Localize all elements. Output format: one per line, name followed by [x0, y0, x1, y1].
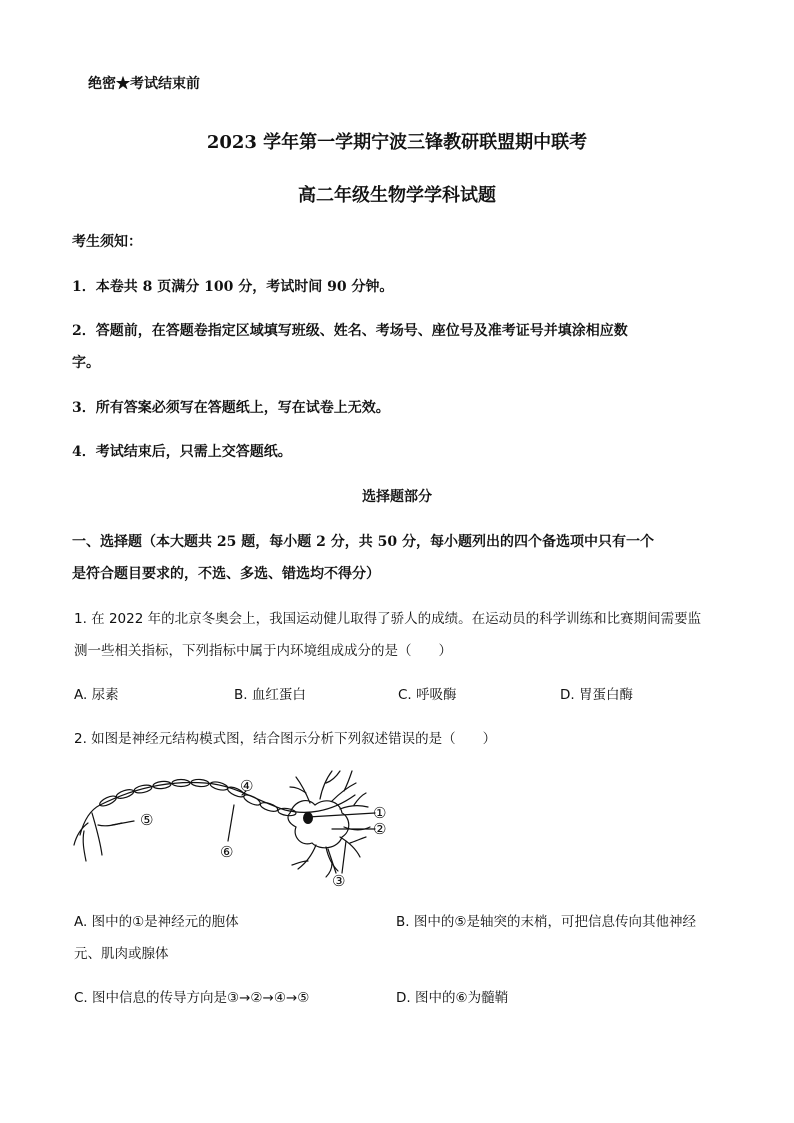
notice-item-1: 1．本卷共 8 页满分 100 分，考试时间 90 分钟。 [72, 279, 394, 295]
notice-heading: 考生须知： [72, 234, 142, 250]
label-2: ② [373, 820, 387, 838]
q1-stem: 1. 在 2022 年的北京冬奥会上，我国运动健儿取得了骄人的成绩。在运动员的科学训练和比赛期间需要监 [74, 611, 702, 627]
q2-option-b: B. 图中的⑤是轴突的末梢，可把信息传向其他神经 [396, 914, 696, 930]
q1-stem-cont: 测一些相关指标，下列指标中属于内环境组成成分的是（ ） [74, 643, 452, 659]
neuron-diagram [70, 765, 400, 890]
notice-item-2: 2．答题前，在答题卷指定区域填写班级、姓名、考场号、座位号及准考证号并填涂相应数 [72, 323, 628, 339]
q1-option-d: D. 胃蛋白酶 [560, 687, 633, 703]
q1-option-b: B. 血红蛋白 [234, 687, 306, 703]
part-heading: 一、选择题（本大题共 25 题，每小题 2 分，共 50 分，每小题列出的四个备选项中只有一个 [72, 534, 654, 550]
q1-option-c: C. 呼吸酶 [398, 687, 457, 703]
q2-option-b-cont: 元、肌肉或腺体 [74, 946, 169, 962]
part-heading-cont: 是符合题目要求的，不选、多选、错选均不得分） [72, 566, 380, 582]
notice-item-2-cont: 字。 [72, 355, 100, 371]
notice-item-4: 4．考试结束后，只需上交答题纸。 [72, 444, 292, 460]
label-3: ③ [332, 872, 346, 890]
label-1: ① [373, 804, 387, 822]
q1-option-a: A. 尿素 [74, 687, 119, 703]
notice-item-3: 3．所有答案必须写在答题纸上，写在试卷上无效。 [72, 400, 390, 416]
label-5: ⑤ [140, 811, 154, 829]
exam-title: 2023 学年第一学期宁波三锋教研联盟期中联考 [206, 132, 588, 153]
exam-subtitle: 高二年级生物学学科试题 [298, 185, 496, 206]
section-title: 选择题部分 [362, 489, 432, 505]
q2-option-d: D. 图中的⑥为髓鞘 [396, 990, 509, 1006]
q2-option-a: A. 图中的①是神经元的胞体 [74, 914, 239, 930]
label-4: ④ [240, 777, 254, 795]
label-6: ⑥ [220, 843, 234, 861]
q2-option-c: C. 图中信息的传导方向是③→②→④→⑤ [74, 990, 310, 1006]
secret-label: 绝密★考试结束前 [88, 76, 200, 92]
q2-stem: 2. 如图是神经元结构模式图，结合图示分析下列叙述错误的是（ ） [74, 731, 497, 747]
